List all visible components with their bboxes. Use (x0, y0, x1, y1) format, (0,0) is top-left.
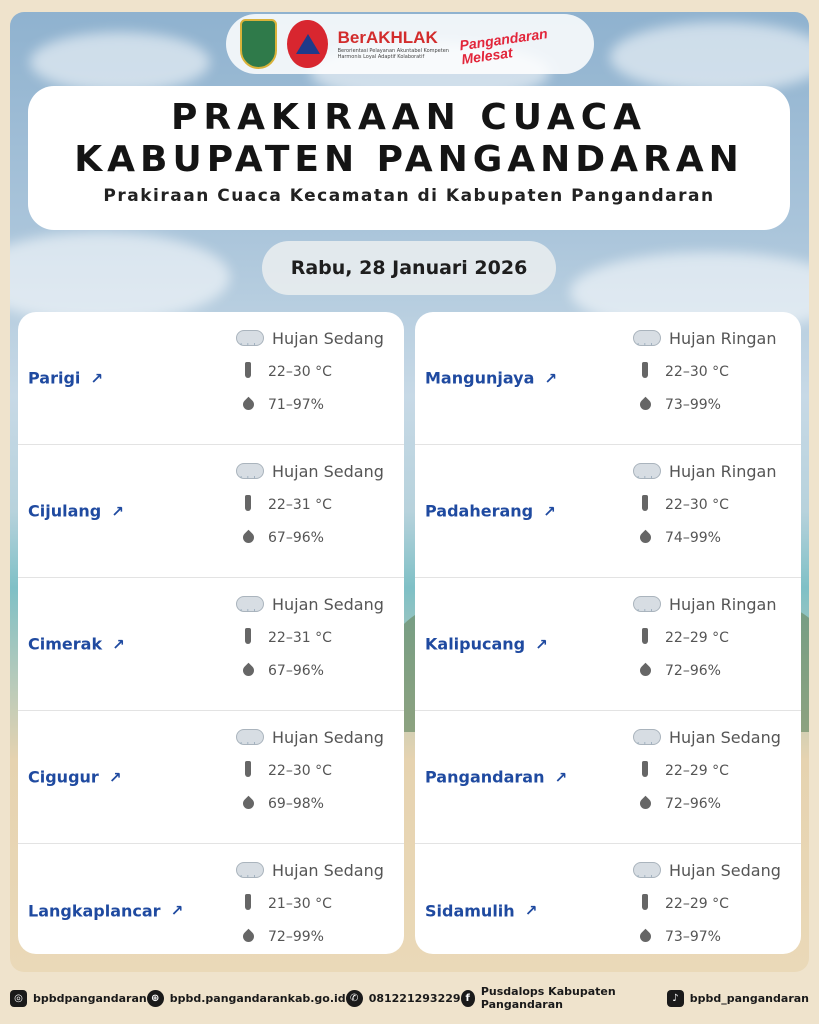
arrow-up-right-icon: ↗ (535, 635, 548, 653)
logo-bar (226, 14, 594, 74)
location-name: Pangandaran (425, 767, 545, 787)
humidity-range: 67–96% (268, 662, 324, 679)
temperature-range: 22–30 °C (665, 496, 729, 513)
forecast-column-left (18, 312, 404, 954)
cloud-rain-icon (234, 725, 264, 751)
cloud-rain-icon (234, 459, 264, 485)
cloud-rain-icon (234, 326, 264, 352)
page-title-line2: KABUPATEN PANGANDARAN (74, 139, 744, 180)
forecast-details (234, 588, 404, 687)
droplet-icon (637, 395, 653, 415)
droplet-icon (240, 794, 256, 814)
forecast-row (415, 578, 801, 711)
weather-condition: Hujan Ringan (669, 329, 777, 348)
berakhlak-text: BerAKHLAK (337, 28, 438, 47)
berakhlak-subtext: Berorientasi Pelayanan Akuntabel Kompeten Harmonis Loyal Adaptif Kolaboratif (337, 48, 449, 60)
location-name: Kalipucang (425, 634, 526, 654)
weather-condition: Hujan Ringan (669, 462, 777, 481)
weather-condition: Hujan Sedang (272, 462, 384, 481)
location-link[interactable] (28, 502, 124, 521)
humidity-range: 69–98% (268, 795, 324, 812)
droplet-icon (240, 395, 256, 415)
temperature-range: 21–30 °C (268, 895, 332, 912)
location-link[interactable] (28, 768, 121, 787)
instagram-icon: ◎ (10, 990, 27, 1007)
location-link[interactable] (425, 502, 556, 521)
thermometer-icon (637, 761, 653, 781)
instagram-contact[interactable]: ◎ bpbdpangandaran (10, 990, 147, 1007)
forecast-details (234, 322, 404, 421)
droplet-icon (240, 528, 256, 548)
forecast-details (631, 588, 801, 687)
arrow-up-right-icon: ↗ (108, 768, 122, 786)
forecast-details (234, 854, 404, 953)
thermometer-icon (240, 761, 256, 781)
humidity-range: 72–96% (665, 662, 721, 679)
pangandaran-regency-logo (240, 19, 277, 69)
arrow-up-right-icon: ↗ (170, 901, 184, 920)
cloud-rain-icon (631, 459, 661, 485)
temperature-range: 22–29 °C (665, 762, 729, 779)
temperature-range: 22–29 °C (665, 629, 729, 646)
droplet-icon (637, 661, 653, 681)
forecast-row (18, 711, 404, 844)
location-link[interactable] (28, 901, 183, 920)
berakhlak-logo (338, 28, 450, 60)
bpbd-logo (287, 20, 327, 68)
location-name: Langkaplancar (28, 901, 161, 920)
thermometer-icon (240, 495, 256, 515)
weather-condition: Hujan Sedang (272, 728, 384, 747)
droplet-icon (637, 794, 653, 814)
weather-condition: Hujan Sedang (669, 728, 781, 747)
droplet-icon (637, 927, 653, 947)
arrow-up-right-icon: ↗ (544, 369, 557, 387)
humidity-range: 72–96% (665, 795, 721, 812)
facebook-contact[interactable]: f Pusdalops Kabupaten Pangandaran (461, 985, 667, 1011)
temperature-range: 22–30 °C (665, 363, 729, 380)
thermometer-icon (240, 628, 256, 648)
location-name: Cijulang (28, 501, 102, 521)
globe-icon: ⊕ (147, 990, 164, 1007)
arrow-up-right-icon: ↗ (112, 635, 125, 653)
droplet-icon (637, 528, 653, 548)
arrow-up-right-icon: ↗ (90, 369, 103, 387)
thermometer-icon (637, 628, 653, 648)
location-link[interactable] (425, 768, 567, 787)
temperature-range: 22–30 °C (268, 762, 332, 779)
arrow-up-right-icon: ↗ (111, 502, 124, 520)
temperature-range: 22–30 °C (268, 363, 332, 380)
weather-condition: Hujan Sedang (272, 329, 384, 348)
forecast-row (415, 312, 801, 445)
cloud-rain-icon (234, 592, 264, 618)
location-link[interactable] (425, 369, 557, 388)
forecast-row (415, 711, 801, 844)
location-name: Padaherang (425, 501, 534, 521)
forecast-details (234, 455, 404, 554)
location-name: Parigi (28, 368, 81, 388)
humidity-range: 73–99% (665, 396, 721, 413)
cloud-rain-icon (631, 858, 661, 884)
location-link[interactable] (425, 901, 537, 920)
thermometer-icon (637, 495, 653, 515)
forecast-row (18, 445, 404, 578)
humidity-range: 71–97% (268, 396, 324, 413)
forecast-row (18, 844, 404, 954)
location-name: Cimerak (28, 634, 103, 654)
location-link[interactable] (28, 369, 103, 388)
forecast-details (631, 854, 801, 953)
thermometer-icon (240, 362, 256, 382)
forecast-details (631, 322, 801, 421)
thermometer-icon (637, 894, 653, 914)
date-label: Rabu, 28 Januari 2026 (262, 241, 556, 295)
whatsapp-contact[interactable]: ✆ 081221293229 (346, 990, 461, 1007)
cloud-rain-icon (631, 592, 661, 618)
humidity-range: 67–96% (268, 529, 324, 546)
location-name: Mangunjaya (425, 368, 535, 388)
forecast-details (631, 721, 801, 820)
title-card (28, 86, 790, 230)
facebook-icon: f (461, 990, 475, 1007)
cloud-rain-icon (234, 858, 264, 884)
humidity-range: 74–99% (665, 529, 721, 546)
arrow-up-right-icon: ↗ (543, 502, 556, 520)
page-title-line1: PRAKIRAAN CUACA (170, 97, 648, 138)
forecast-row (415, 445, 801, 578)
temperature-range: 22–29 °C (665, 895, 729, 912)
arrow-up-right-icon: ↗ (524, 901, 538, 920)
page-subtitle: Prakiraan Cuaca Kecamatan di Kabupaten Pangandaran (103, 186, 715, 206)
humidity-range: 72–99% (268, 928, 324, 945)
weather-condition: Hujan Ringan (669, 595, 777, 614)
forecast-row (18, 312, 404, 445)
location-name: Sidamulih (425, 901, 515, 920)
forecast-details (234, 721, 404, 820)
forecast-column-right (415, 312, 801, 954)
tiktok-icon: ♪ (667, 990, 684, 1007)
pangandaran-melesat-logo: Pangandaran Melesat (458, 25, 549, 68)
footer-contacts (0, 976, 819, 1020)
thermometer-icon (240, 894, 256, 914)
humidity-range: 73–97% (665, 928, 721, 945)
website-contact[interactable]: ⊕ bpbd.pangandarankab.go.id (147, 990, 346, 1007)
droplet-icon (240, 661, 256, 681)
thermometer-icon (637, 362, 653, 382)
location-link[interactable] (28, 635, 125, 654)
forecast-row (18, 578, 404, 711)
forecast-row (415, 844, 801, 954)
cloud-rain-icon (631, 326, 661, 352)
tiktok-contact[interactable]: ♪ bpbd_pangandaran (667, 990, 809, 1007)
cloud-rain-icon (631, 725, 661, 751)
temperature-range: 22–31 °C (268, 629, 332, 646)
weather-condition: Hujan Sedang (669, 861, 781, 880)
weather-condition: Hujan Sedang (272, 595, 384, 614)
weather-condition: Hujan Sedang (272, 861, 384, 880)
arrow-up-right-icon: ↗ (554, 768, 568, 786)
location-name: Cigugur (28, 767, 99, 787)
location-link[interactable] (425, 635, 548, 654)
whatsapp-icon: ✆ (346, 990, 363, 1007)
forecast-details (631, 455, 801, 554)
droplet-icon (240, 927, 256, 947)
temperature-range: 22–31 °C (268, 496, 332, 513)
